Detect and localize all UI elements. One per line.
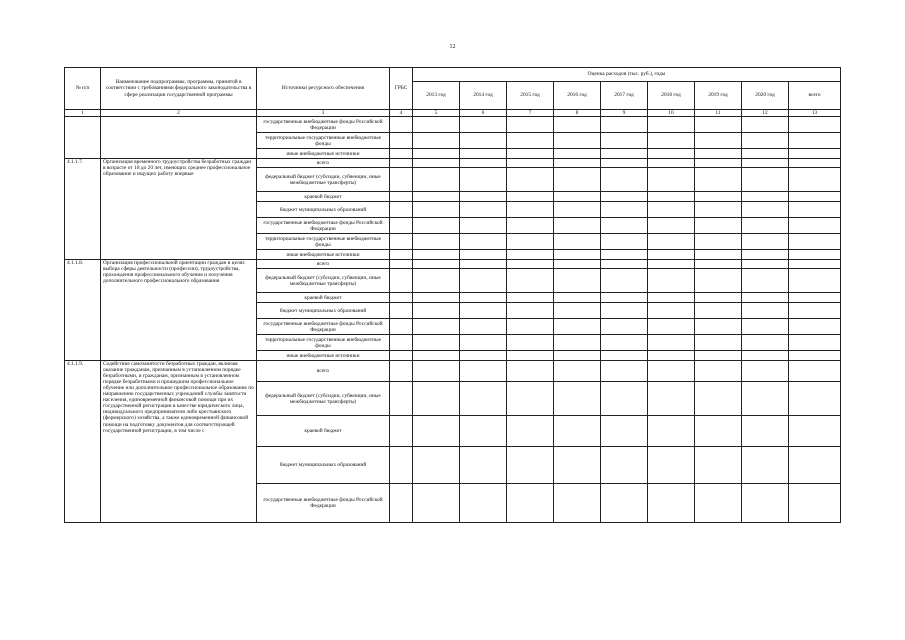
value-cell: [789, 202, 841, 218]
value-cell: [554, 319, 601, 335]
value-cell: [648, 361, 695, 382]
value-cell: [695, 192, 742, 202]
value-cell: [742, 447, 789, 484]
value-cell: [390, 335, 413, 351]
value-cell: [554, 260, 601, 269]
value-cell: [507, 382, 554, 416]
value-cell: [695, 133, 742, 149]
value-cell: [695, 202, 742, 218]
value-cell: [390, 250, 413, 260]
value-cell: [695, 335, 742, 351]
value-cell: [507, 447, 554, 484]
value-cell: [554, 218, 601, 234]
header-estimate: Оценка расходов (тыс. руб.), годы: [413, 68, 841, 82]
value-cell: [413, 319, 460, 335]
value-cell: [460, 218, 507, 234]
column-number: 1: [65, 110, 101, 117]
value-cell: [789, 168, 841, 192]
value-cell: [742, 269, 789, 293]
value-cell: [460, 149, 507, 159]
value-cell: [789, 133, 841, 149]
value-cell: [507, 319, 554, 335]
value-cell: [742, 416, 789, 447]
value-cell: [507, 234, 554, 250]
source-cell: государственные внебюджетные фонды Российской Федерации: [257, 218, 390, 234]
column-number: 7: [507, 110, 554, 117]
value-cell: [390, 303, 413, 319]
value-cell: [648, 303, 695, 319]
value-cell: [742, 149, 789, 159]
value-cell: [554, 192, 601, 202]
column-number: 2: [101, 110, 257, 117]
source-cell: территориальные государственные внебюджетные фонды: [257, 234, 390, 250]
source-cell: федеральный бюджет (субсидии, субвенции, иные межбюджетные трансферты): [257, 382, 390, 416]
value-cell: [507, 250, 554, 260]
value-cell: [742, 335, 789, 351]
value-cell: [390, 159, 413, 168]
value-cell: [413, 382, 460, 416]
value-cell: [789, 159, 841, 168]
source-cell: бюджет муниципальных образований: [257, 447, 390, 484]
header-sources: Источники ресурсного обеспечения: [257, 68, 390, 110]
value-cell: [789, 335, 841, 351]
value-cell: [742, 234, 789, 250]
value-cell: [460, 168, 507, 192]
value-cell: [742, 260, 789, 269]
value-cell: [390, 293, 413, 303]
column-numbers-row: [65, 110, 841, 117]
item-name: Организация профессиональной ориентации граждан в целях выбора сферы деятельности (профессии), трудоустройства, прохождения профессионального обучения и получения дополнительного профессионального образования: [101, 260, 257, 361]
value-cell: [460, 269, 507, 293]
value-cell: [789, 293, 841, 303]
value-cell: [460, 260, 507, 269]
value-cell: [554, 202, 601, 218]
item-number: 4.1.1.8.: [65, 260, 101, 361]
value-cell: [742, 192, 789, 202]
value-cell: [507, 149, 554, 159]
value-cell: [413, 234, 460, 250]
value-cell: [601, 168, 648, 192]
value-cell: [460, 382, 507, 416]
value-cell: [507, 335, 554, 351]
value-cell: [695, 416, 742, 447]
column-number: 9: [601, 110, 648, 117]
value-cell: [789, 484, 841, 523]
value-cell: [507, 361, 554, 382]
value-cell: [413, 159, 460, 168]
value-cell: [554, 416, 601, 447]
value-cell: [390, 416, 413, 447]
value-cell: [554, 168, 601, 192]
value-cell: [695, 260, 742, 269]
value-cell: [601, 293, 648, 303]
value-cell: [695, 447, 742, 484]
value-cell: [554, 335, 601, 351]
value-cell: [601, 218, 648, 234]
value-cell: [648, 382, 695, 416]
value-cell: [460, 159, 507, 168]
value-cell: [413, 117, 460, 133]
value-cell: [390, 168, 413, 192]
value-cell: [648, 168, 695, 192]
value-cell: [789, 234, 841, 250]
header-year: 2015 год: [507, 82, 554, 110]
header-grbs: ГРБС: [390, 68, 413, 110]
value-cell: [460, 361, 507, 382]
value-cell: [390, 192, 413, 202]
column-number: 11: [695, 110, 742, 117]
source-cell: бюджет муниципальных образований: [257, 202, 390, 218]
value-cell: [648, 447, 695, 484]
header-year: 2014 год: [460, 82, 507, 110]
source-cell: иные внебюджетные источники: [257, 149, 390, 159]
value-cell: [390, 117, 413, 133]
source-cell: всего: [257, 159, 390, 168]
column-number: 13: [789, 110, 841, 117]
value-cell: [460, 319, 507, 335]
value-cell: [648, 293, 695, 303]
value-cell: [601, 159, 648, 168]
value-cell: [460, 133, 507, 149]
value-cell: [390, 484, 413, 523]
value-cell: [601, 351, 648, 361]
value-cell: [742, 361, 789, 382]
column-number: 6: [460, 110, 507, 117]
item-name: Организация временного трудоустройства безработных граждан в возрасте от 18 до 20 лет, имеющих среднее профессиональное образование и ищущих работу впервые: [101, 159, 257, 260]
value-cell: [601, 269, 648, 293]
value-cell: [390, 269, 413, 293]
value-cell: [390, 234, 413, 250]
value-cell: [648, 234, 695, 250]
value-cell: [554, 149, 601, 159]
value-cell: [413, 250, 460, 260]
value-cell: [413, 351, 460, 361]
value-cell: [789, 269, 841, 293]
value-cell: [601, 192, 648, 202]
value-cell: [554, 159, 601, 168]
value-cell: [390, 202, 413, 218]
source-cell: бюджет муниципальных образований: [257, 303, 390, 319]
value-cell: [789, 117, 841, 133]
source-cell: всего: [257, 260, 390, 269]
value-cell: [554, 303, 601, 319]
value-cell: [742, 117, 789, 133]
source-cell: государственные внебюджетные фонды Российской Федерации: [257, 117, 390, 133]
value-cell: [460, 117, 507, 133]
value-cell: [413, 260, 460, 269]
value-cell: [507, 202, 554, 218]
value-cell: [601, 416, 648, 447]
column-number: 8: [554, 110, 601, 117]
header-year: всего: [789, 82, 841, 110]
header-year: 2018 год: [648, 82, 695, 110]
value-cell: [601, 149, 648, 159]
value-cell: [601, 202, 648, 218]
value-cell: [695, 117, 742, 133]
value-cell: [413, 484, 460, 523]
column-number: 12: [742, 110, 789, 117]
value-cell: [413, 416, 460, 447]
value-cell: [789, 361, 841, 382]
table-row: [65, 117, 841, 133]
value-cell: [413, 293, 460, 303]
value-cell: [742, 218, 789, 234]
value-cell: [695, 159, 742, 168]
value-cell: [460, 234, 507, 250]
value-cell: [695, 361, 742, 382]
value-cell: [507, 159, 554, 168]
value-cell: [554, 133, 601, 149]
value-cell: [742, 319, 789, 335]
value-cell: [695, 303, 742, 319]
value-cell: [554, 250, 601, 260]
value-cell: [695, 149, 742, 159]
value-cell: [789, 447, 841, 484]
value-cell: [601, 484, 648, 523]
value-cell: [695, 218, 742, 234]
value-cell: [742, 303, 789, 319]
value-cell: [390, 447, 413, 484]
value-cell: [695, 269, 742, 293]
source-cell: краевой бюджет: [257, 416, 390, 447]
header-year: 2019 год: [695, 82, 742, 110]
value-cell: [390, 133, 413, 149]
value-cell: [648, 250, 695, 260]
value-cell: [507, 133, 554, 149]
value-cell: [460, 192, 507, 202]
value-cell: [413, 361, 460, 382]
value-cell: [789, 416, 841, 447]
value-cell: [507, 218, 554, 234]
column-number: 4: [390, 110, 413, 117]
value-cell: [648, 149, 695, 159]
value-cell: [742, 484, 789, 523]
value-cell: [554, 117, 601, 133]
value-cell: [554, 361, 601, 382]
table-row: [65, 260, 841, 269]
value-cell: [695, 234, 742, 250]
source-cell: государственные внебюджетные фонды Российской Федерации: [257, 319, 390, 335]
value-cell: [601, 260, 648, 269]
value-cell: [648, 202, 695, 218]
value-cell: [789, 218, 841, 234]
value-cell: [460, 351, 507, 361]
column-number: 3: [257, 110, 390, 117]
source-cell: государственные внебюджетные фонды Российской Федерации: [257, 484, 390, 523]
value-cell: [390, 351, 413, 361]
value-cell: [695, 293, 742, 303]
source-cell: краевой бюджет: [257, 293, 390, 303]
header-name: Наименование подпрограммы, программы, принятой в соответствии с требованиями федерального законодательства в сфере реализации государственной программы: [101, 68, 257, 110]
value-cell: [507, 260, 554, 269]
value-cell: [390, 319, 413, 335]
value-cell: [413, 149, 460, 159]
value-cell: [648, 335, 695, 351]
column-number: 5: [413, 110, 460, 117]
value-cell: [390, 149, 413, 159]
value-cell: [413, 269, 460, 293]
source-cell: краевой бюджет: [257, 192, 390, 202]
item-number: 4.1.1.7.: [65, 159, 101, 260]
value-cell: [507, 117, 554, 133]
value-cell: [648, 319, 695, 335]
column-number: 10: [648, 110, 695, 117]
value-cell: [789, 260, 841, 269]
value-cell: [648, 159, 695, 168]
value-cell: [460, 250, 507, 260]
value-cell: [413, 218, 460, 234]
value-cell: [460, 416, 507, 447]
value-cell: [742, 202, 789, 218]
value-cell: [695, 168, 742, 192]
value-cell: [789, 250, 841, 260]
value-cell: [507, 303, 554, 319]
source-cell: федеральный бюджет (субсидии, субвенции, иные межбюджетные трансферты): [257, 269, 390, 293]
value-cell: [507, 416, 554, 447]
value-cell: [460, 335, 507, 351]
value-cell: [390, 260, 413, 269]
value-cell: [742, 250, 789, 260]
value-cell: [601, 250, 648, 260]
source-cell: территориальные государственные внебюджетные фонды: [257, 335, 390, 351]
value-cell: [648, 416, 695, 447]
value-cell: [742, 382, 789, 416]
value-cell: [413, 192, 460, 202]
value-cell: [601, 133, 648, 149]
value-cell: [742, 168, 789, 192]
value-cell: [601, 335, 648, 351]
value-cell: [648, 192, 695, 202]
value-cell: [554, 351, 601, 361]
value-cell: [507, 168, 554, 192]
header-num: № п/п: [65, 68, 101, 110]
expense-table: [64, 67, 841, 523]
value-cell: [507, 293, 554, 303]
value-cell: [460, 202, 507, 218]
header-year: 2013 год: [413, 82, 460, 110]
value-cell: [507, 269, 554, 293]
value-cell: [390, 218, 413, 234]
value-cell: [413, 447, 460, 484]
value-cell: [460, 293, 507, 303]
value-cell: [460, 447, 507, 484]
item-name: Содействие самозанятости безработных граждан, включая оказание гражданам, признанным в установленном порядке безработными, и гражданам, признанным в установленном порядке безработными и прошедшим профессиональное обучение или дополнительное профессиональное образование по направлению государственных учреждений службы занятости населения, единовременной финансовой помощи при их государственной регистрации в качестве юридического лица, индивидуального предпринимателя либо крестьянского (фермерского) хозяйства, а также единовременной финансовой помощи на подготовку документов для соответствующей государственной регистрации, в том числе с: [101, 361, 257, 523]
value-cell: [742, 133, 789, 149]
value-cell: [413, 303, 460, 319]
header-year: 2016 год: [554, 82, 601, 110]
item-number: [65, 117, 101, 159]
value-cell: [413, 168, 460, 192]
value-cell: [789, 382, 841, 416]
value-cell: [554, 269, 601, 293]
source-cell: иные внебюджетные источники: [257, 351, 390, 361]
item-name: [101, 117, 257, 159]
value-cell: [601, 447, 648, 484]
value-cell: [413, 335, 460, 351]
value-cell: [742, 293, 789, 303]
value-cell: [507, 192, 554, 202]
value-cell: [648, 117, 695, 133]
value-cell: [507, 351, 554, 361]
value-cell: [695, 319, 742, 335]
table-row: [65, 361, 841, 382]
item-number: 4.1.1.9.: [65, 361, 101, 523]
source-cell: иные внебюджетные источники: [257, 250, 390, 260]
value-cell: [413, 202, 460, 218]
value-cell: [695, 250, 742, 260]
source-cell: федеральный бюджет (субсидии, субвенции, иные межбюджетные трансферты): [257, 168, 390, 192]
value-cell: [554, 447, 601, 484]
value-cell: [695, 382, 742, 416]
value-cell: [601, 234, 648, 250]
value-cell: [695, 484, 742, 523]
value-cell: [648, 218, 695, 234]
value-cell: [601, 382, 648, 416]
value-cell: [601, 117, 648, 133]
source-cell: территориальные государственные внебюджетные фонды: [257, 133, 390, 149]
value-cell: [554, 484, 601, 523]
value-cell: [507, 484, 554, 523]
value-cell: [601, 303, 648, 319]
source-cell: всего: [257, 361, 390, 382]
value-cell: [789, 303, 841, 319]
value-cell: [648, 269, 695, 293]
value-cell: [601, 361, 648, 382]
table-row: [65, 159, 841, 168]
value-cell: [601, 319, 648, 335]
value-cell: [789, 351, 841, 361]
value-cell: [390, 361, 413, 382]
page-number: 12: [449, 44, 456, 50]
value-cell: [648, 484, 695, 523]
value-cell: [648, 351, 695, 361]
value-cell: [460, 303, 507, 319]
value-cell: [789, 192, 841, 202]
value-cell: [460, 484, 507, 523]
value-cell: [413, 133, 460, 149]
value-cell: [390, 382, 413, 416]
header-year: 2020 год: [742, 82, 789, 110]
value-cell: [554, 382, 601, 416]
value-cell: [554, 234, 601, 250]
header-year: 2017 год: [601, 82, 648, 110]
value-cell: [742, 351, 789, 361]
value-cell: [789, 149, 841, 159]
value-cell: [648, 260, 695, 269]
value-cell: [695, 351, 742, 361]
value-cell: [554, 293, 601, 303]
value-cell: [742, 159, 789, 168]
value-cell: [648, 133, 695, 149]
value-cell: [789, 319, 841, 335]
